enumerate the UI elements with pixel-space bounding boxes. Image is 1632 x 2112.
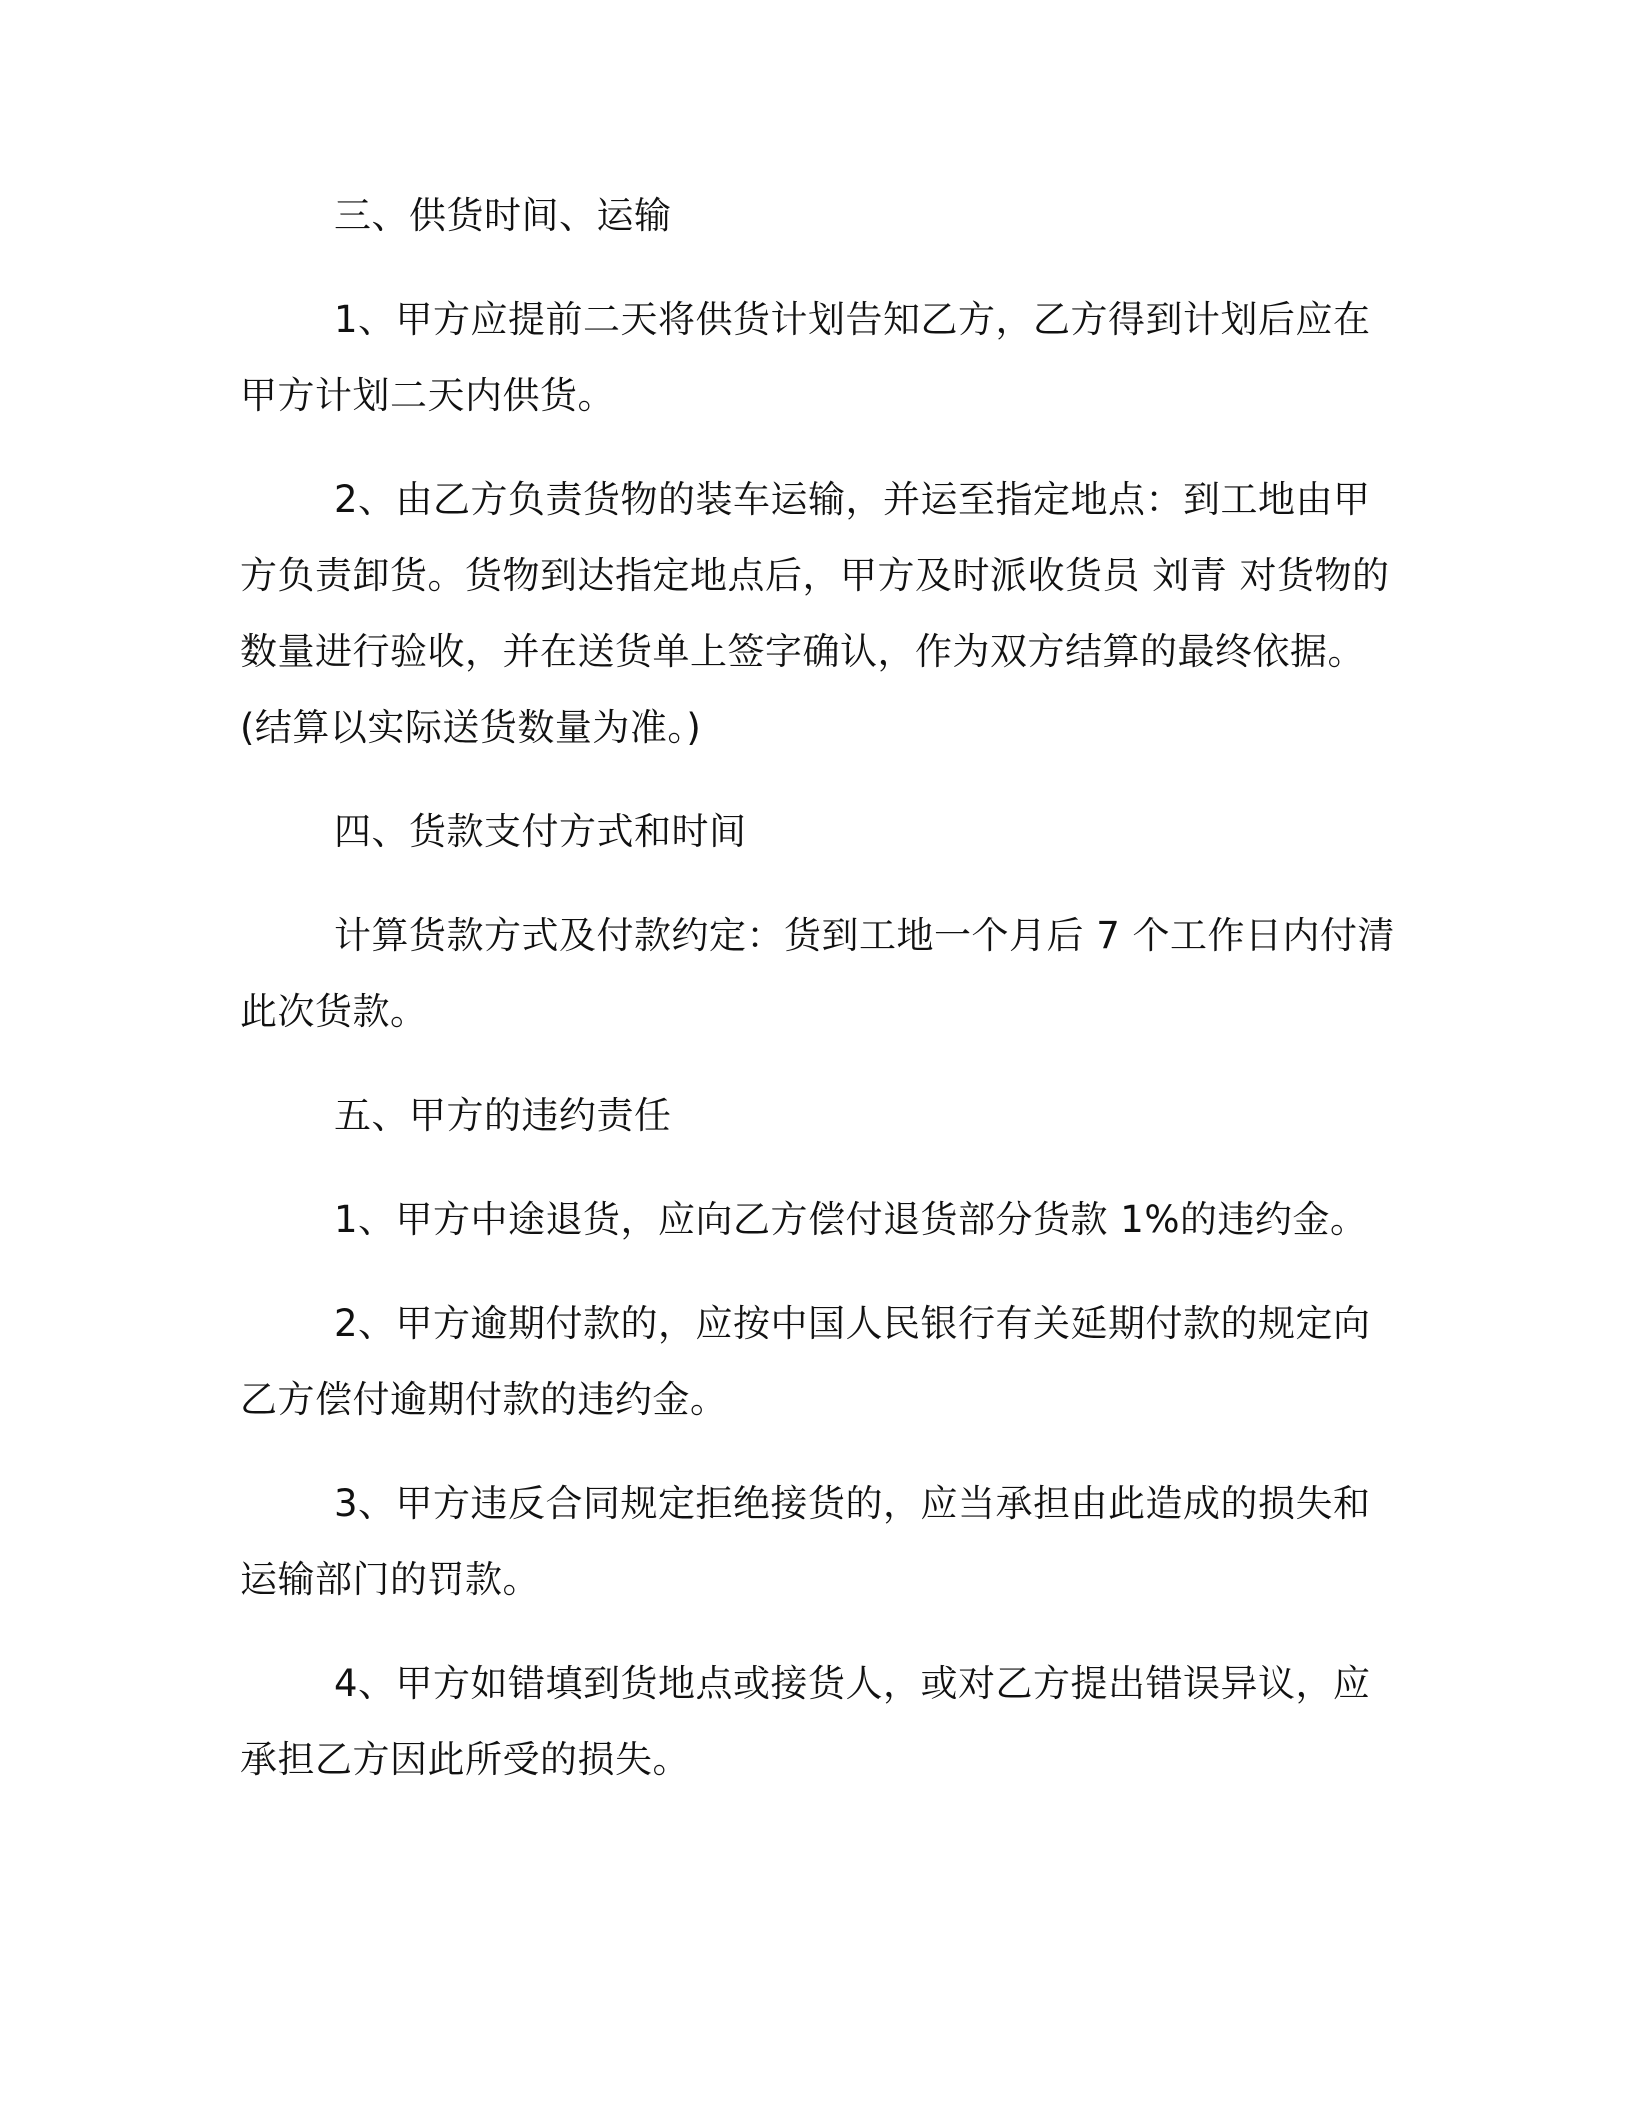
section-3-item-1-line-1: 1、甲方应提前二天将供货计划告知乙方，乙方得到计划后应在 bbox=[334, 298, 1371, 341]
section-5-item-2-line-2: 乙方偿付逾期付款的违约金。 bbox=[240, 1378, 728, 1421]
section-3-item-2-line-4: (结算以实际送货数量为准。) bbox=[240, 706, 702, 749]
section-4-text-line-1: 计算货款方式及付款约定：货到工地一个月后 7 个工作日内付清 bbox=[334, 914, 1396, 957]
section-4-heading: 四、货款支付方式和时间 bbox=[334, 810, 747, 853]
section-5-heading: 五、甲方的违约责任 bbox=[334, 1094, 672, 1137]
section-3-item-2-line-1: 2、由乙方负责货物的装车运输，并运至指定地点：到工地由甲 bbox=[334, 478, 1371, 521]
section-5-item-4-line-2: 承担乙方因此所受的损失。 bbox=[240, 1738, 690, 1781]
section-5-item-2-line-1: 2、甲方逾期付款的，应按中国人民银行有关延期付款的规定向 bbox=[334, 1302, 1371, 1345]
section-3-item-2-line-2: 方负责卸货。货物到达指定地点后，甲方及时派收货员 刘青 对货物的 bbox=[240, 554, 1390, 597]
section-5-item-4-line-1: 4、甲方如错填到货地点或接货人，或对乙方提出错误异议，应 bbox=[334, 1662, 1371, 1705]
section-3-item-1-line-2: 甲方计划二天内供货。 bbox=[240, 374, 615, 417]
section-5-item-3-line-1: 3、甲方违反合同规定拒绝接货的，应当承担由此造成的损失和 bbox=[334, 1482, 1371, 1525]
section-5-item-3-line-2: 运输部门的罚款。 bbox=[240, 1558, 540, 1601]
section-3-heading: 三、供货时间、运输 bbox=[334, 194, 672, 237]
section-4-text-line-2: 此次货款。 bbox=[240, 990, 428, 1033]
section-5-item-1-line-1: 1、甲方中途退货，应向乙方偿付退货部分货款 1%的违约金。 bbox=[334, 1198, 1368, 1241]
section-3-item-2-line-3: 数量进行验收，并在送货单上签字确认，作为双方结算的最终依据。 bbox=[240, 630, 1365, 673]
